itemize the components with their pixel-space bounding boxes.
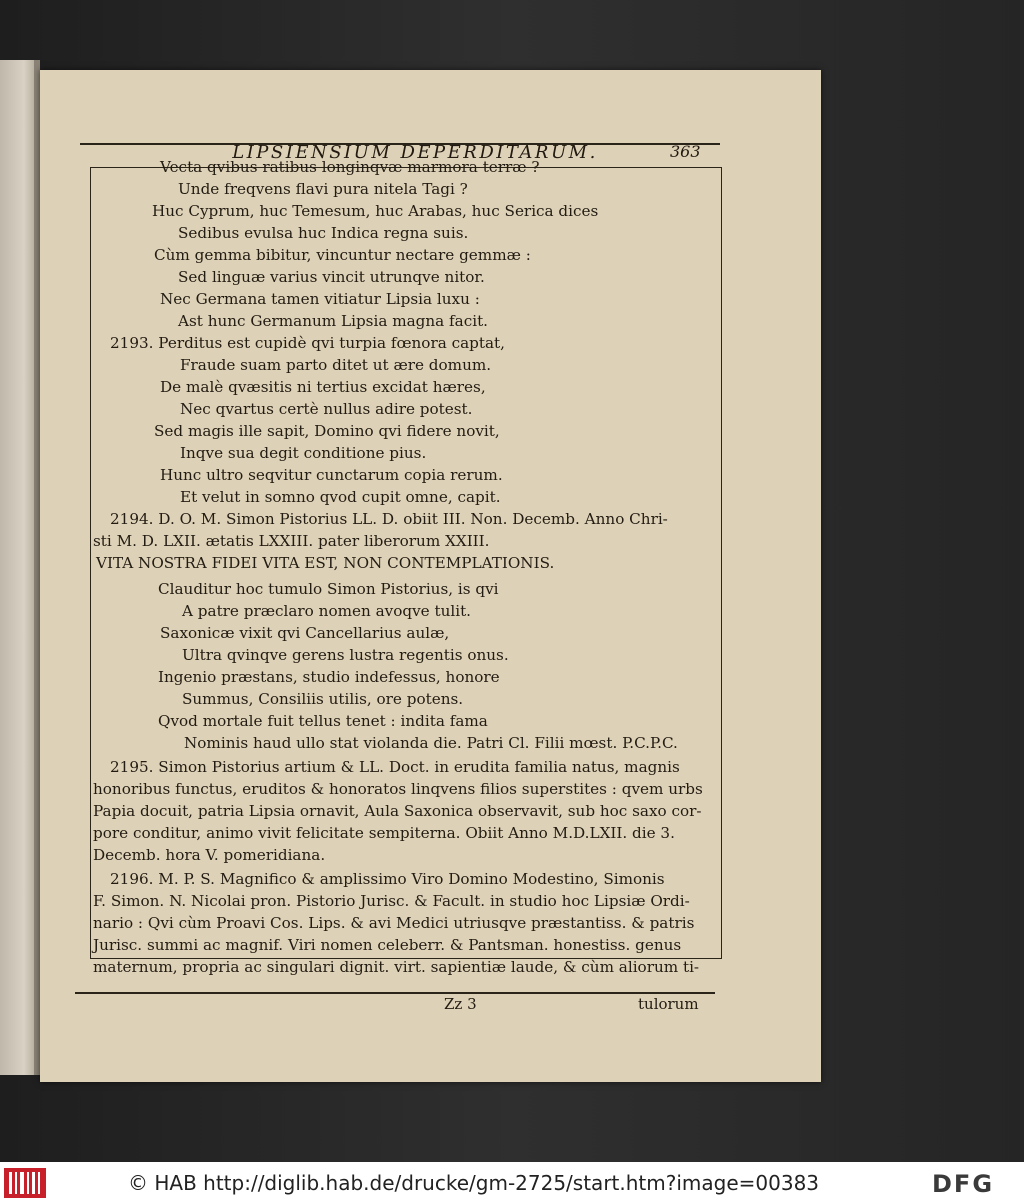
text-line: pore conditur, animo vivit felicitate sempiterna. Obiit Anno M.D.LXII. die 3. — [93, 824, 675, 842]
running-title: LIPSIENSIUM DEPERDITARUM. — [232, 142, 598, 163]
text-line: F. Simon. N. Nicolai pron. Pistorio Jurisc. & Facult. in studio hoc Lipsiæ Ordi- — [93, 892, 690, 910]
text-line: sti M. D. LXII. ætatis LXXIII. pater liberorum XXIII. — [93, 532, 490, 550]
book-page — [40, 70, 821, 1082]
text-line: honoribus functus, eruditos & honoratos linqvens filios superstites : qvem urbs — [93, 780, 703, 798]
text-line: Huc Cyprum, huc Temesum, huc Arabas, huc Serica dices — [152, 202, 599, 220]
text-line: Et velut in somno qvod cupit omne, capit. — [180, 488, 501, 506]
footer-rule — [75, 992, 715, 994]
text-line: Nec qvartus certè nullus adire potest. — [180, 400, 473, 418]
text-line: nario : Qvi cùm Proavi Cos. Lips. & avi Medici utriusqve præstantiss. & patris — [93, 914, 695, 932]
text-line: Inqve sua degit conditione pius. — [180, 444, 427, 462]
text-line: Jurisc. summi ac magnif. Viri nomen celeberr. & Pantsman. honestiss. genus — [93, 936, 682, 954]
text-line: 2195. Simon Pistorius artium & LL. Doct. in erudita familia natus, magnis — [110, 758, 680, 776]
text-line: Ingenio præstans, studio indefessus, honore — [158, 668, 500, 686]
text-line: Sed linguæ varius vincit utrunqve nitor. — [178, 268, 485, 286]
text-line: 2194. D. O. M. Simon Pistorius LL. D. obiit III. Non. Decemb. Anno Chri- — [110, 510, 668, 528]
signature-mark: Zz 3 — [444, 995, 477, 1013]
text-line: Papia docuit, patria Lipsia ornavit, Aula Saxonica observavit, sub hoc saxo cor- — [93, 802, 702, 820]
text-line: Decemb. hora V. pomeridiana. — [93, 846, 326, 864]
page-number: 363 — [670, 142, 701, 161]
text-line: Sed magis ille sapit, Domino qvi fidere novit, — [154, 422, 500, 440]
text-line: 2193. Perditus est cupidè qvi turpia fœnora captat, — [110, 334, 505, 352]
text-line: Unde freqvens flavi pura nitela Tagi ? — [178, 180, 468, 198]
catchword: tulorum — [638, 995, 699, 1013]
text-line: Fraude suam parto ditet ut ære domum. — [180, 356, 492, 374]
text-line: 2196. M. P. S. Magnifico & amplissimo Viro Domino Modestino, Simonis — [110, 870, 665, 888]
text-line: Saxonicæ vixit qvi Cancellarius aulæ, — [160, 624, 450, 642]
text-line: Clauditur hoc tumulo Simon Pistorius, is qvi — [158, 580, 499, 598]
text-line: Nominis haud ullo stat violanda die. Patri Cl. Filii mœst. P.C.P.C. — [184, 734, 678, 752]
text-line: maternum, propria ac singulari dignit. virt. sapientiæ laude, & cùm aliorum ti- — [93, 958, 700, 976]
text-line: VITA NOSTRA FIDEI VITA EST, NON CONTEMPLATIONIS. — [96, 554, 555, 572]
text-line: De malè qvæsitis ni tertius excidat hæres, — [160, 378, 486, 396]
text-line: Hunc ultro seqvitur cunctarum copia rerum. — [160, 466, 503, 484]
hab-barcode-logo-icon — [4, 1168, 46, 1198]
adjacent-page-edge — [0, 60, 40, 1075]
text-line: Ast hunc Germanum Lipsia magna facit. — [178, 312, 489, 330]
text-line: Qvod mortale fuit tellus tenet : indita fama — [158, 712, 488, 730]
text-line: Cùm gemma bibitur, vincuntur nectare gemmæ : — [154, 246, 531, 264]
text-line: Nec Germana tamen vitiatur Lipsia luxu : — [160, 290, 480, 308]
text-line: Vecta qvibus ratibus longinqvæ marmora terræ ? — [160, 158, 540, 176]
text-line: A patre præclaro nomen avoqve tulit. — [182, 602, 472, 620]
copyright-citation-link[interactable]: © HAB http://diglib.hab.de/drucke/gm-2725/start.htm?image=00383 — [128, 1171, 820, 1195]
text-line: Summus, Consiliis utilis, ore potens. — [182, 690, 464, 708]
viewer-footer — [0, 1162, 1024, 1204]
text-line: Ultra qvinqve gerens lustra regentis onus. — [182, 646, 509, 664]
dfg-logo: DFG — [932, 1170, 995, 1198]
text-line: Sedibus evulsa huc Indica regna suis. — [178, 224, 469, 242]
